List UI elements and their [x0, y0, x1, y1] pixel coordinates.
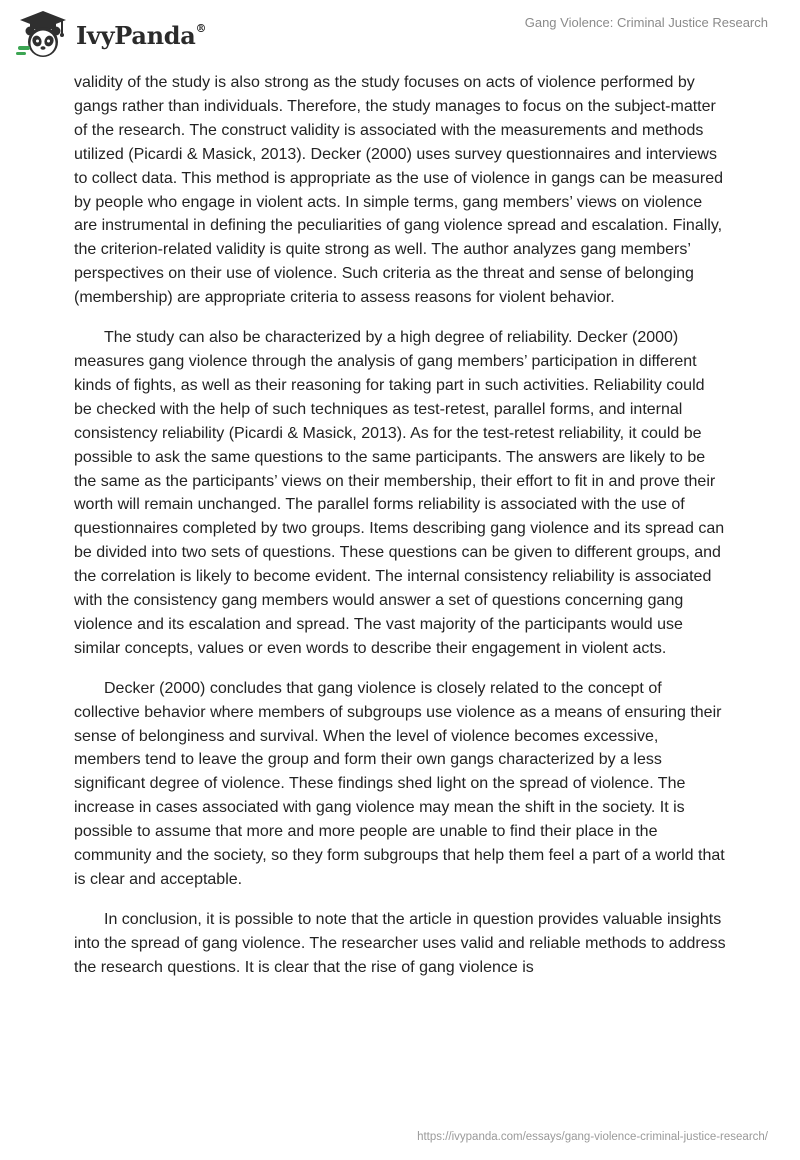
page-header [0, 0, 800, 70]
brand-name: IvyPanda® [76, 20, 207, 50]
paragraph-4: In conclusion, it is possible to note that the article in question provides valuable insights into the spread of gang violence. The researcher uses valid and reliable methods to address the research questions. It is clear that the rise of gang violence is [74, 910, 726, 976]
registered-mark: ® [195, 21, 207, 35]
brand-logo[interactable] [14, 8, 206, 60]
source-url-link[interactable]: https://ivypanda.com/essays/gang-violence-criminal-justice-research/ [417, 1131, 768, 1143]
paragraph-1: validity of the study is also strong as the study focuses on acts of violence performed by gangs rather than individuals. Therefore, the study manages to focus on the subject-matter of the research. The construct validity is associated with the measurements and methods utilized (Picardi & Masick, 2013). Decker (2000) uses survey questionnaires and interviews to collect data. This method is appropriate as the use of violence in gangs can be measured by people who engage in violent acts. In simple terms, gang members’ views on violence are instrumental in defining the peculiarities of gang violence spread and escalation. Finally, the criterion-related validity is quite strong as well. The author analyzes gang members’ perspectives on their use of violence. Such criteria as the threat and sense of belonging (membership) are appropriate criteria to assess reasons for violent behavior. [74, 74, 723, 307]
essay-body [74, 71, 726, 996]
document-title: Gang Violence: Criminal Justice Research [524, 15, 768, 30]
paragraph-2: The study can also be characterized by a high degree of reliability. Decker (2000) measures gang violence through the analysis of gang members’ participation in different kinds of fights, as well as their reasoning for taking part in such activities. Reliability could be checked with the help of such techniques as test-retest, parallel forms, and internal consistency reliability (Picardi & Masick, 2013). As for the test-retest reliability, it could be possible to ask the same questions to the same participants. The answers are likely to be the same as the participants’ views on their membership, their effort to fit in and prove their worth will remain unchanged. The parallel forms reliability is associated with the use of questionnaires completed by two groups. Items describing gang violence and its spread can be divided into two sets of questions. These questions can be given to different groups, and the correlation is likely to become evident. The internal consistency reliability is associated with the consistency gang members would answer a set of questions concerning gang violence and its escalation and spread. The vast majority of the participants would use similar concepts, values or even words to describe their engagement in violent acts. [74, 329, 725, 657]
panda-graduation-cap-icon [14, 8, 72, 60]
paragraph-3: Decker (2000) concludes that gang violence is closely related to the concept of collective behavior where members of subgroups use violence as a means of ensuring their sense of belonginess and survival. When the level of violence becomes excessive, members tend to leave the group and form their own gangs characterized by a less significant degree of violence. These findings shed light on the spread of violence. The increase in cases associated with gang violence may mean the shift in the society. It is possible to assume that more and more people are unable to find their place in the community and the society, so they form subgroups that help them feel a part of a world that is clear and acceptable. [74, 679, 725, 888]
